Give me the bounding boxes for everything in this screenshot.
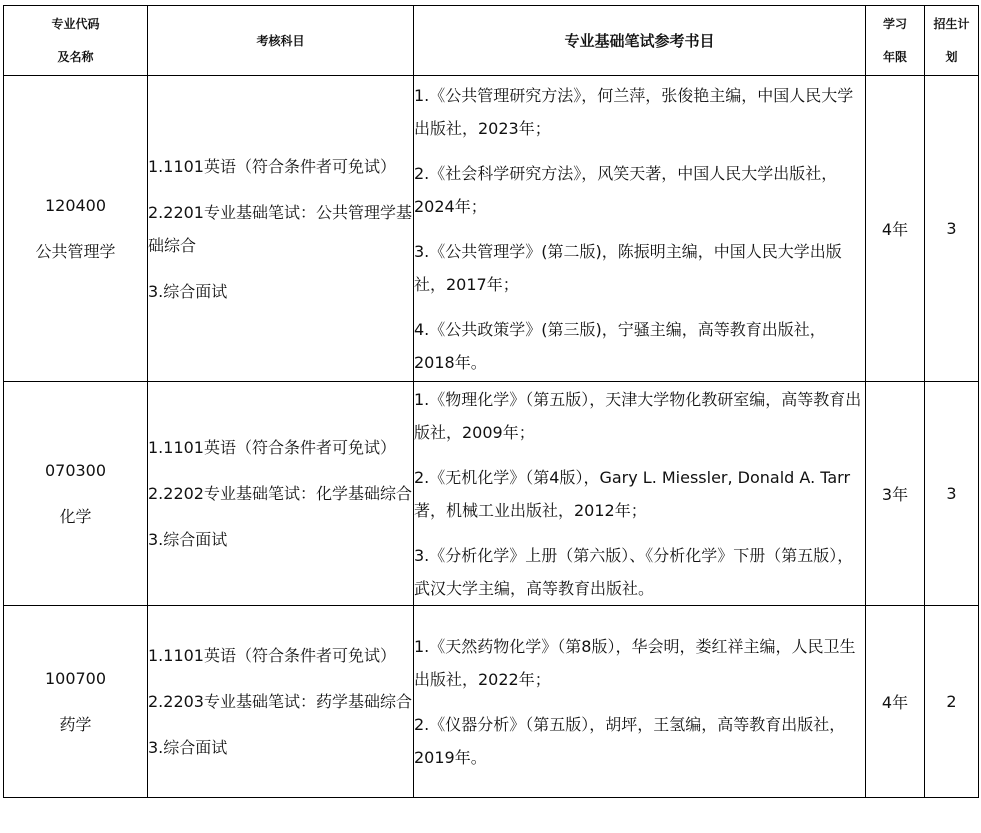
quota-cell: 3 — [925, 76, 979, 382]
header-years — [866, 6, 925, 76]
header-subjects: 考核科目 — [148, 6, 414, 76]
subject-item: 2.2202专业基础笔试：化学基础综合 — [148, 484, 412, 503]
book-item: 2.《仪器分析》（第五版），胡坪，王氢编，高等教育出版社，2019年。 — [414, 714, 846, 767]
books-cell — [414, 76, 866, 382]
major-cell — [4, 76, 148, 382]
book-item: 3.《分析化学》上册（第六版）、《分析化学》下册（第五版），武汉大学主编，高等教育出版社。 — [414, 545, 854, 598]
book-item: 1.《公共管理研究方法》，何兰萍，张俊艳主编，中国人民大学出版社，2023年； — [414, 85, 854, 138]
header-major-line2: 及名称 — [57, 49, 94, 64]
major-code: 120400 — [44, 195, 107, 215]
books-cell — [414, 382, 866, 606]
subject-item: 3.综合面试 — [148, 738, 228, 757]
header-major-line1: 专业代码 — [51, 16, 100, 31]
subject-item: 1.1101英语（符合条件者可免试） — [148, 646, 396, 665]
years-cell: 4年 — [866, 606, 925, 798]
major-name: 化学 — [59, 506, 92, 526]
book-item: 2.《无机化学》（第4版），Gary L. Miessler, Donald A. Tarr著，机械工业出版社，2012年； — [414, 467, 851, 520]
table-header-row — [4, 6, 979, 76]
quota-cell: 3 — [925, 382, 979, 606]
subjects-cell — [148, 76, 414, 382]
subject-item: 3.综合面试 — [148, 281, 228, 301]
subject-item: 2.2203专业基础笔试：药学基础综合 — [148, 692, 412, 711]
major-code: 070300 — [44, 460, 107, 480]
major-name: 公共管理学 — [35, 241, 116, 261]
book-item: 3.《公共管理学》(第二版)，陈振明主编，中国人民大学出版社，2017年； — [414, 241, 842, 294]
header-years-line2: 年限 — [882, 49, 907, 64]
table-row — [4, 382, 979, 606]
header-books: 专业基础笔试参考书目 — [414, 6, 866, 76]
years-cell: 4年 — [866, 76, 925, 382]
book-item: 1.《物理化学》（第五版），天津大学物化教研室编，高等教育出版社，2009年； — [414, 389, 862, 442]
book-item: 2.《社会科学研究方法》，风笑天著，中国人民大学出版社，2024年； — [414, 163, 838, 216]
table-row — [4, 76, 979, 382]
subject-item: 1.1101英语（符合条件者可免试） — [148, 156, 396, 176]
major-cell — [4, 382, 148, 606]
major-code: 100700 — [44, 668, 107, 688]
subjects-cell — [148, 382, 414, 606]
header-quota-line1: 招生计 — [933, 16, 970, 31]
subject-item: 1.1101英语（符合条件者可免试） — [148, 438, 396, 457]
header-quota — [925, 6, 979, 76]
books-cell — [414, 606, 866, 798]
table-row — [4, 606, 979, 798]
subjects-cell — [148, 606, 414, 798]
major-name: 药学 — [59, 714, 92, 734]
subject-item: 2.2201专业基础笔试：公共管理学基础综合 — [148, 202, 412, 255]
quota-cell: 2 — [925, 606, 979, 798]
major-cell — [4, 606, 148, 798]
header-major — [4, 6, 148, 76]
header-quota-line2: 划 — [945, 49, 958, 64]
header-years-line1: 学习 — [882, 16, 907, 31]
subject-item: 3.综合面试 — [148, 530, 228, 549]
book-item: 1.《天然药物化学》（第8版），华会明，娄红祥主编，人民卫生出版社，2022年； — [414, 636, 856, 689]
syllabus-table — [3, 5, 979, 798]
book-item: 4.《公共政策学》(第三版)，宁骚主编，高等教育出版社，2018年。 — [414, 319, 826, 372]
years-cell: 3年 — [866, 382, 925, 606]
